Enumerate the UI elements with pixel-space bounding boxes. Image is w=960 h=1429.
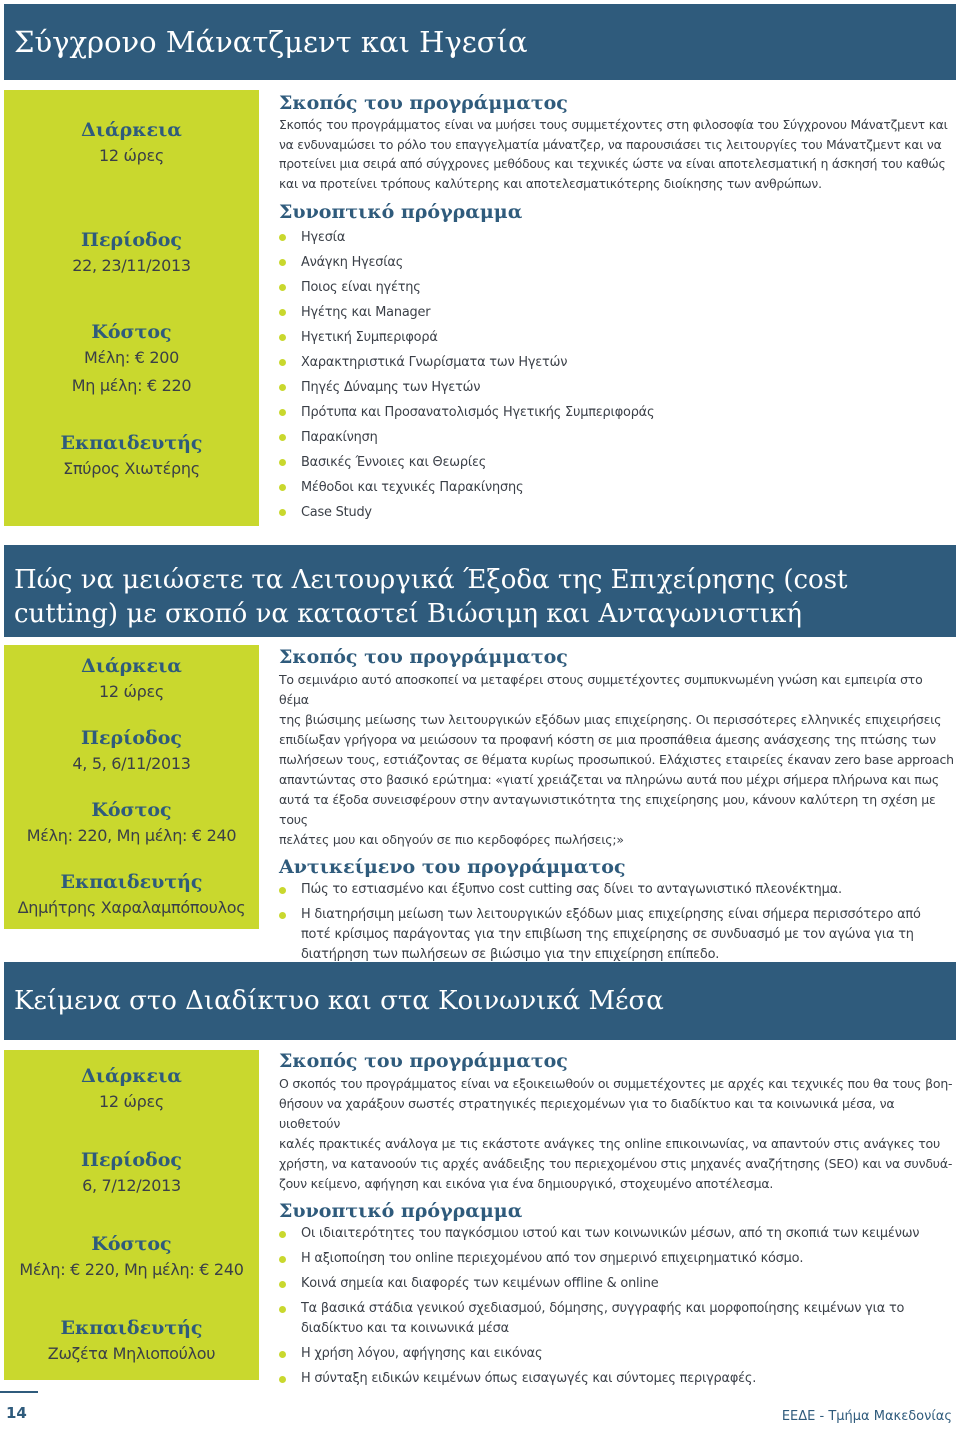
purpose-line: πελάτες μου και οδηγούν σε πιο κερδοφόρες πωλήσεις;» (279, 832, 624, 847)
trainer-value: Ζωζέτα Μηλιοπούλου (47, 1344, 216, 1363)
bullet-dot-icon (279, 1256, 286, 1263)
cost-value-members: Μέλη: € 200 (83, 348, 180, 367)
bullet-dot-icon (279, 1231, 286, 1238)
period-label: Περίοδος (81, 727, 182, 749)
trainer-value: Δημήτρης Χαραλαμπόπουλος (17, 898, 246, 917)
section-2-content (279, 644, 954, 970)
cost-value-nonmembers: Μη μέλη: € 220 (71, 376, 192, 395)
bullet-dot-icon (279, 912, 286, 919)
footer-organization: ΕΕΔΕ - Τμήμα Μακεδονίας (781, 1409, 952, 1424)
purpose-line: προτείνει μια σειρά από σύγχρονες μεθόδους και τεχνικές ώστε να είναι αποτελεσματική η άσκησή του καθώς (279, 157, 946, 172)
objective-list (279, 880, 954, 965)
section-1-sidebar (4, 90, 259, 526)
bullet-dot-icon (279, 259, 286, 266)
duration-value: 12 ώρες (99, 1092, 164, 1111)
period-value: 6, 7/12/2013 (82, 1176, 181, 1195)
purpose-line: να ενδυναμώσει το ρόλο του επαγγελματία μάνατζερ, να παρουσιάσει τις λειτουργίες του Μάνατζμεντ και να (279, 137, 942, 152)
section-3-content (279, 1048, 954, 1394)
cost-label: Κόστος (91, 321, 172, 343)
list-item: Ηγεσία (279, 225, 954, 250)
program-heading: Συνοπτικό πρόγραμμα (279, 200, 523, 223)
bullet-dot-icon (279, 1306, 286, 1313)
list-item: Κοινά σημεία και διαφορές των κειμένων offline & online (279, 1274, 954, 1294)
purpose-line: Σκοπός του προγράμματος είναι να μυήσει τους συμμετέχοντες στη φιλοσοφία του Σύγχρονου Μάνατζμεντ και (279, 118, 948, 132)
duration-value: 12 ώρες (99, 682, 164, 701)
duration-label: Διάρκεια (81, 119, 182, 141)
section-1-banner (4, 4, 956, 80)
section-3-banner (4, 962, 956, 1040)
list-item: Οι ιδιαιτερότητες του παγκόσμιου ιστού και των κοινωνικών μέσων, από τη σκοπιά των κειμένων (279, 1224, 954, 1244)
list-item: Πηγές Δύναμης των Ηγετών (279, 375, 954, 400)
bullet-dot-icon (279, 459, 286, 466)
purpose-line: θήσουν να χαράξουν σωστές στρατηγικές περιεχομένων για το διαδίκτυο και τα κοινωνικά μέσα, να υιοθετούν (279, 1096, 895, 1131)
period-value: 4, 5, 6/11/2013 (72, 754, 191, 773)
bullet-dot-icon (279, 334, 286, 341)
section-2-title (14, 563, 956, 631)
program-list (279, 1224, 954, 1389)
list-item: Πρότυπα και Προσανατολισμός Ηγετικής Συμπεριφοράς (279, 400, 954, 425)
bullet-dot-icon (279, 1351, 286, 1358)
section-2-title-line: Πώς να μειώσετε τα Λειτουργικά Έξοδα της Επιχείρησης (cost (14, 565, 848, 595)
bullet-dot-icon (279, 234, 286, 241)
period-label: Περίοδος (81, 1149, 182, 1171)
purpose-line: ζουν κείμενο, αφήγηση και εικόνα για ένα δημιουργικό, στοχευμένο αποτέλεσμα. (279, 1176, 774, 1191)
bullet-dot-icon (279, 509, 286, 516)
cost-value: Μέλη: € 220, Μη μέλη: € 240 (19, 1260, 244, 1279)
purpose-text (279, 1074, 954, 1194)
trainer-label: Εκπαιδευτής (60, 1317, 203, 1339)
duration-label: Διάρκεια (81, 1065, 182, 1087)
purpose-line: χρήστη, να κατανοούν τις αρχές ανάδειξης του περιεχομένου στις μηχανές αναζήτησης (SEO) και να συνδυά- (279, 1156, 953, 1171)
list-item: Τα βασικά στάδια γενικού σχεδιασμού, δόμησης, συγγραφής και μορφοποίησης κειμένων για το διαδίκτυο και τα κοινωνικά μέσα (279, 1299, 954, 1339)
list-item: Η σύνταξη ειδικών κειμένων όπως εισαγωγές και σύντομες περιγραφές. (279, 1369, 954, 1389)
purpose-heading: Σκοπός του προγράμματος (279, 92, 568, 114)
duration-label: Διάρκεια (81, 655, 182, 677)
list-item: Case Study (279, 500, 954, 525)
purpose-line: της βιώσιμης μείωσης των λειτουργικών εξόδων μιας επιχείρησης. Οι περισσότερες ελληνικές επιχειρήσεις (279, 712, 942, 727)
list-item: Ηγέτης και Manager (279, 300, 954, 325)
purpose-line: Το σεμινάριο αυτό αποσκοπεί να μεταφέρει στους συμμετέχοντες συμπυκνωμένη γνώση και εμπειρία στο θέμα (279, 672, 923, 707)
purpose-line: Ο σκοπός του προγράμματος είναι να εξοικειωθούν οι συμμετέχοντες με αρχές και τεχνικές που θα τους βοη- (279, 1076, 953, 1091)
trainer-value: Σπύρος Χιωτέρης (63, 459, 200, 478)
purpose-line: πωλήσεων τους, εστιάζοντας σε θέματα κυρίως προσωπικού. Ελάχιστες εταιρείες έκαναν zero base approach (279, 752, 954, 767)
page-number: 14 (6, 1404, 27, 1422)
section-3-sidebar (4, 1050, 259, 1380)
purpose-line: επιδίωξαν γρήγορα να μειώσουν τα προφανή κόστη σε μια προσπάθεια άμεσης ανάσχεσης της πτώσης των (279, 732, 936, 747)
list-item: Μέθοδοι και τεχνικές Παρακίνησης (279, 475, 954, 500)
list-item: Ανάγκη Ηγεσίας (279, 250, 954, 275)
period-value: 22, 23/11/2013 (72, 256, 191, 275)
list-item: Ποιος είναι ηγέτης (279, 275, 954, 300)
list-item: Χαρακτηριστικά Γνωρίσματα των Ηγετών (279, 350, 954, 375)
section-1-content (279, 90, 954, 525)
list-item: Πώς το εστιασμένο και έξυπνο cost cutting σας δίνει το ανταγωνιστικό πλεονέκτημα. (279, 880, 954, 900)
purpose-text (279, 670, 954, 850)
purpose-line: και να προτείνει τρόπους καλύτερης και αποτελεσματικότερης διοίκησης των ανθρώπων. (279, 177, 822, 192)
objective-heading: Αντικείμενο του προγράμματος (279, 856, 626, 878)
footer-divider (0, 1391, 38, 1393)
bullet-dot-icon (279, 1376, 286, 1383)
program-list (279, 225, 954, 525)
section-2-title-line: cutting) με σκοπό να καταστεί Βιώσιμη και Ανταγωνιστική (14, 599, 802, 629)
purpose-text (279, 116, 954, 195)
cost-label: Κόστος (91, 799, 172, 821)
section-1-title: Σύγχρονο Μάνατζμεντ και Ηγεσία (14, 25, 528, 59)
duration-value: 12 ώρες (99, 146, 164, 165)
trainer-label: Εκπαιδευτής (60, 432, 203, 454)
list-item: Παρακίνηση (279, 425, 954, 450)
bullet-dot-icon (279, 484, 286, 491)
bullet-dot-icon (279, 409, 286, 416)
trainer-label: Εκπαιδευτής (60, 871, 203, 893)
list-item: Ηγετική Συμπεριφορά (279, 325, 954, 350)
program-heading: Συνοπτικό πρόγραμμα (279, 1200, 523, 1222)
bullet-dot-icon (279, 384, 286, 391)
bullet-dot-icon (279, 1281, 286, 1288)
list-item: Βασικές Έννοιες και Θεωρίες (279, 450, 954, 475)
list-item: Η αξιοποίηση του online περιεχομένου από τον σημερινό επιχειρηματικό κόσμο. (279, 1249, 954, 1269)
purpose-line: αυτά τα έξοδα συνεισφέρουν στην ανταγωνιστικότητα της επιχείρησης μου, κάνουν καλύτερη τη σχέση με τους (279, 792, 936, 827)
bullet-dot-icon (279, 284, 286, 291)
list-item: Η διατηρήσιμη μείωση των λειτουργικών εξόδων μιας επιχείρησης είναι σήμερα περισσότερο από ποτέ κρίσιμος παράγοντας για την επιβίωση της επιχείρησης σε συνδυασμό με τον αγώνα για τη διατήρηση των πωλήσεων σε βιώσιμο για την επιχείρηση επίπεδο. (279, 905, 954, 965)
section-3-title: Κείμενα στο Διαδίκτυο και στα Κοινωνικά Μέσα (14, 986, 664, 1016)
cost-value: Μέλη: 220, Μη μέλη: € 240 (26, 826, 237, 845)
purpose-heading: Σκοπός του προγράμματος (279, 646, 568, 668)
purpose-line: καλές πρακτικές ανάλογα με τις εκάστοτε ανάγκες της online επικοινωνίας, να απαντούν στις ανάγκες του (279, 1136, 941, 1151)
purpose-heading: Σκοπός του προγράμματος (279, 1050, 568, 1072)
bullet-dot-icon (279, 359, 286, 366)
list-item: Η χρήση λόγου, αφήγησης και εικόνας (279, 1344, 954, 1364)
bullet-dot-icon (279, 887, 286, 894)
section-2-banner (4, 545, 956, 637)
period-label: Περίοδος (81, 229, 182, 251)
purpose-line: απαντώντας στο βασικό ερώτημα: «γιατί χρειάζεται να πληρώνω αυτά που μέχρι σήμερα πλήρωνα και πως (279, 772, 940, 787)
cost-label: Κόστος (91, 1233, 172, 1255)
bullet-dot-icon (279, 434, 286, 441)
bullet-dot-icon (279, 309, 286, 316)
section-2-sidebar (4, 645, 259, 929)
